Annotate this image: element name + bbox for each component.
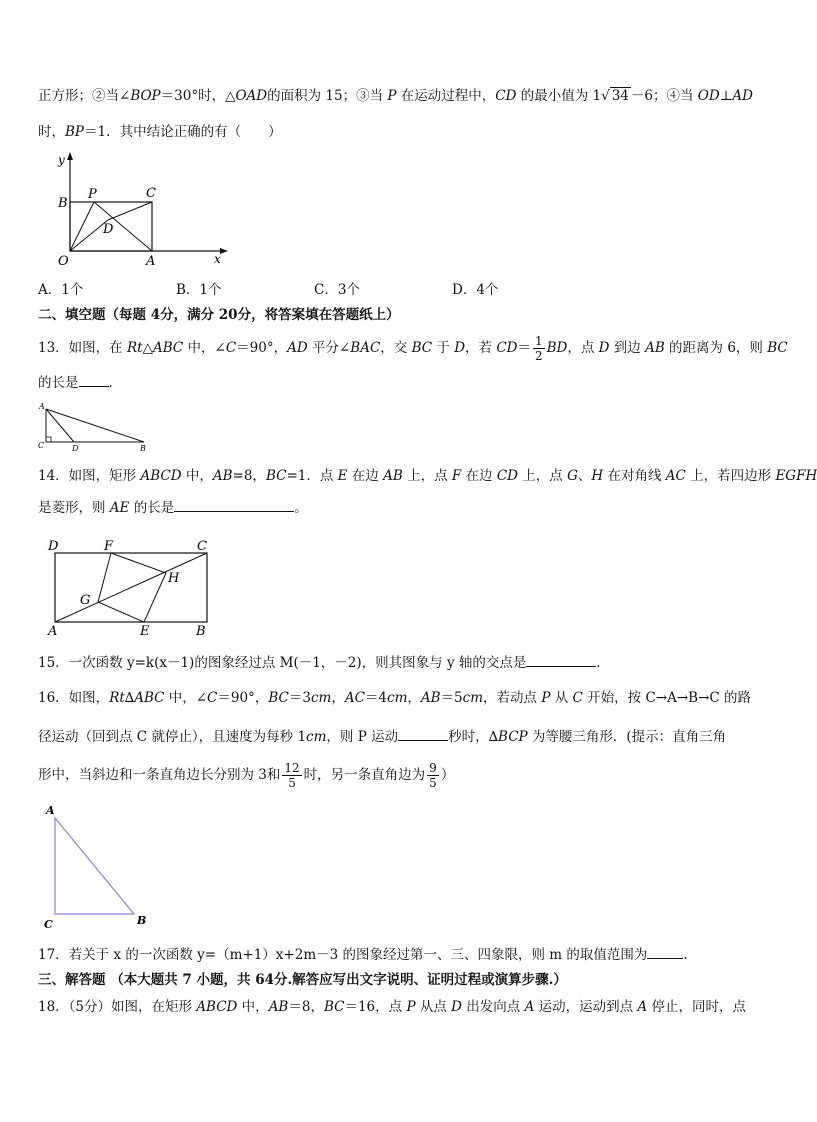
q15-line <box>38 652 610 673</box>
q14-var: AB <box>212 468 233 484</box>
q14-text: 。 <box>294 500 308 516</box>
q16-line3 <box>38 758 454 792</box>
q13-var: AD <box>287 340 308 356</box>
q13-text: ，若 <box>465 340 497 356</box>
q14-text: 上，若四边形 <box>685 468 776 484</box>
q14-var: BC <box>265 468 287 484</box>
q18-line <box>38 997 746 1017</box>
q16-line2 <box>38 726 726 747</box>
q13-text: 于 <box>432 340 455 356</box>
q16-text: ， <box>331 690 345 706</box>
q13-var: CD <box>496 340 518 356</box>
q14-var: ABCD <box>140 468 182 484</box>
q13-line1 <box>38 334 788 363</box>
option-c[interactable]: C．3个 <box>314 282 360 298</box>
label-H: H <box>168 571 180 586</box>
q16-text: 从 <box>550 690 573 706</box>
q18-text: 停止，同时，点 <box>647 999 746 1015</box>
triangle-abc <box>55 818 134 914</box>
q14-var: AE <box>109 500 130 516</box>
q14-var: F <box>451 468 462 484</box>
q13-text: 的距离为 6，则 <box>664 340 768 356</box>
q12-sqrt-radicand: 34 <box>611 88 629 104</box>
q14-text: 是菱形，则 <box>38 500 110 516</box>
q16-var: ∠C <box>195 690 218 706</box>
side-ab <box>46 409 144 442</box>
label-G: G <box>80 593 91 608</box>
q18-text: 运动，运动到点 <box>534 999 638 1015</box>
fraction-denominator: 5 <box>429 776 437 790</box>
q15-text: ． <box>596 655 610 671</box>
q16-text: 为等腰三角形．(提示：直角三角 <box>527 729 727 745</box>
label-C: C <box>38 441 45 450</box>
q13-line2 <box>38 372 122 393</box>
label-x: x <box>214 252 221 266</box>
q15-answer-blank[interactable] <box>526 652 596 667</box>
q12-line1: 正方形；②当∠BOP＝30°时，△OAD的面积为 15；③当 P 在运动过程中，CD 的最小值为 1√ 34 －6；④当 OD⊥AD <box>38 88 753 104</box>
q12-text: ＝1．其中结论正确的有（ ） <box>84 124 282 140</box>
q16-var: ∆BCP <box>488 729 528 745</box>
q13-var: C <box>225 340 237 356</box>
q16-text: ＝5 <box>440 690 463 706</box>
x-axis-arrow <box>220 248 228 254</box>
q13-var: BC <box>411 340 433 356</box>
q18-text: ＝8， <box>288 999 324 1015</box>
label-D: D <box>72 444 79 453</box>
q12-text: 的面积为 15；③当 <box>267 88 388 104</box>
q14-figure <box>44 536 224 639</box>
q14-var: E <box>337 468 348 484</box>
q12-var: AD <box>732 88 753 104</box>
label-D: D <box>103 222 114 237</box>
q18-var: ABCD <box>196 999 238 1015</box>
segment-op <box>70 202 94 251</box>
q16-var: Rt∆ABC <box>109 690 165 706</box>
q14-var: AC <box>665 468 686 484</box>
q16-text: 开始，按 C→A→B→C 的路 <box>582 690 751 706</box>
q16-fraction-2 <box>427 761 439 790</box>
q12-var: CD <box>495 88 517 104</box>
y-axis-arrow <box>67 152 73 160</box>
label-O: O <box>58 254 69 269</box>
label-y: y <box>58 153 65 167</box>
q14-text: 中， <box>181 468 213 484</box>
q16-text: 秒时， <box>448 729 489 745</box>
label-P: P <box>88 187 97 202</box>
label-A: A <box>46 804 55 817</box>
label-A: A <box>146 254 156 269</box>
q14-var: AB <box>383 468 403 484</box>
q13-var: BD <box>546 340 568 356</box>
q13-text: 平分∠ <box>307 340 351 356</box>
q13-text: ＝90°， <box>236 340 288 356</box>
q14-text: =8， <box>232 468 266 484</box>
fraction-numerator: 12 <box>284 761 300 775</box>
q12-var: P <box>387 88 397 104</box>
q13-text: 的长是 <box>38 375 79 391</box>
q16-answer-blank[interactable] <box>398 726 448 741</box>
q12-var: OD <box>697 88 720 104</box>
q16-var: cm <box>310 690 332 706</box>
q16-var: cm <box>387 690 408 706</box>
q12-var: OAD <box>235 88 268 104</box>
q16-var: cm <box>462 690 484 706</box>
q12-text: 正方形；②当∠ <box>38 88 131 104</box>
q18-text: 出发向点 <box>461 999 525 1015</box>
diagonal-ac <box>55 553 207 622</box>
q12-var: BP <box>65 124 85 140</box>
label-D: D <box>48 539 59 554</box>
q18-var: AB <box>268 999 289 1015</box>
label-B: B <box>196 624 206 639</box>
q16-var: BC <box>268 690 289 706</box>
q12-line2 <box>38 122 282 142</box>
q13-text: ，点 <box>567 340 599 356</box>
q16-text: ＝90°， <box>217 690 269 706</box>
q18-var: BC <box>323 999 345 1015</box>
label-C: C <box>146 186 156 201</box>
q16-text: 16．如图， <box>38 690 110 706</box>
q18-text: ＝16，点 <box>344 999 407 1015</box>
fraction-numerator: 1 <box>534 334 543 348</box>
fraction-denominator: 5 <box>288 776 296 790</box>
q17-answer-blank[interactable] <box>647 944 683 959</box>
q12-text: ⊥ <box>719 88 733 104</box>
q16-var: AC <box>344 690 365 706</box>
right-angle-mark <box>46 437 51 442</box>
q18-var: P <box>406 999 416 1015</box>
fraction-denominator: 2 <box>534 349 543 363</box>
q12-text: －6；④当 <box>630 88 698 104</box>
q16-text: ，则 P 运动 <box>326 729 399 745</box>
q14-text: 14．如图，矩形 <box>38 468 141 484</box>
q13-fraction <box>533 334 545 363</box>
q17-text: ． <box>683 947 697 963</box>
q14-text: 在边 <box>461 468 497 484</box>
q18-text: 18．（5分）如图，在矩形 <box>38 999 197 1015</box>
q16-text: ，若动点 <box>483 690 542 706</box>
q14-var: G <box>567 468 578 484</box>
q14-var: EGFH <box>775 468 817 484</box>
q12-var: BOP <box>130 88 161 104</box>
q14-answer-blank[interactable] <box>174 497 294 512</box>
q18-var: D <box>451 999 462 1015</box>
section2-heading: 二、填空题（每题 4分，满分 20分，将答案填在答题纸上） <box>38 307 400 323</box>
q18-text: 从点 <box>415 999 452 1015</box>
q18-var: A <box>637 999 648 1015</box>
q18-var: A <box>524 999 535 1015</box>
q12-figure <box>36 150 236 270</box>
q12-text: ＝30°时，△ <box>160 88 236 104</box>
q13-var: D <box>454 340 466 356</box>
q16-text: ＝3 <box>288 690 311 706</box>
q16-var: C <box>572 690 583 706</box>
q16-text: 时，另一条直角边为 <box>303 767 426 783</box>
q16-line1 <box>38 688 751 708</box>
option-a[interactable]: A．1个 <box>38 282 84 298</box>
label-A: A <box>39 402 45 411</box>
q16-var: cm <box>306 729 327 745</box>
q16-text: ＝4 <box>364 690 388 706</box>
q13-var: BC <box>767 340 788 356</box>
q12-text: 的最小值为 1 <box>516 88 602 104</box>
q16-var: AB <box>420 690 441 706</box>
q14-line2 <box>38 497 308 518</box>
q16-figure <box>40 802 160 932</box>
fraction-numerator: 9 <box>429 761 437 775</box>
q14-text: 在对角线 <box>603 468 666 484</box>
label-B: B <box>58 196 68 211</box>
q14-text: 在边 <box>347 468 384 484</box>
q16-var: P <box>541 690 551 706</box>
label-C: C <box>44 918 53 931</box>
label-F: F <box>104 539 114 554</box>
q16-text: 形中，当斜边和一条直角边长分别为 3和 <box>38 767 281 783</box>
label-A: A <box>48 624 58 639</box>
q12-text: 在运动过程中， <box>396 88 496 104</box>
q16-text: 中， <box>164 690 196 706</box>
q14-var: CD <box>496 468 518 484</box>
q13-var: AB <box>645 340 665 356</box>
q13-var: BAC <box>350 340 381 356</box>
label-E: E <box>140 624 150 639</box>
q13-var: D <box>598 340 610 356</box>
q16-text: ， <box>407 690 421 706</box>
label-B: B <box>137 914 147 927</box>
label-B: B <box>140 444 146 453</box>
q13-text: ，交 <box>380 340 412 356</box>
q16-fraction-1 <box>282 761 301 790</box>
label-C: C <box>197 539 207 554</box>
q13-var: Rt△ABC <box>126 340 184 356</box>
segment-dc <box>108 202 152 220</box>
q13-text: 到边 <box>609 340 646 356</box>
q16-text: 径运动（回到点 C 就停止），且速度为每秒 1 <box>38 729 307 745</box>
option-b[interactable]: B．1个 <box>176 282 222 298</box>
section3-heading: 三、解答题 （本大题共 7 小题，共 64分.解答应写出文字说明、证明过程或演算步骤.） <box>38 972 567 988</box>
q17-line <box>38 944 697 965</box>
q14-text: 、 <box>577 468 592 484</box>
q13-figure <box>36 402 166 452</box>
q18-text: 中， <box>237 999 269 1015</box>
q13-text: ＝ <box>517 340 531 356</box>
q14-text: 的长是 <box>129 500 175 516</box>
q17-text: 17．若关于 x 的一次函数 y=（m+1）x+2m－3 的图象经过第一、三、四象限，则 m 的取值范围为 <box>38 947 648 963</box>
q16-text: ） <box>440 767 455 783</box>
q14-text: =1．点 <box>286 468 338 484</box>
q15-text: 15．一次函数 y=k(x－1)的图象经过点 M(－1，－2)，则其图象与 y 轴的交点是 <box>38 655 527 671</box>
q13-text: 中，∠ <box>183 340 226 356</box>
q14-text: 上，点 <box>518 468 568 484</box>
q14-line1 <box>38 466 817 486</box>
q13-text: 13．如图，在 <box>38 340 127 356</box>
q14-text: 上，点 <box>402 468 452 484</box>
q13-text: ． <box>108 375 122 391</box>
q13-answer-blank[interactable] <box>79 372 109 387</box>
option-d[interactable]: D．4个 <box>452 282 499 298</box>
q14-var: H <box>591 468 604 484</box>
q12-text: 时， <box>38 124 65 140</box>
